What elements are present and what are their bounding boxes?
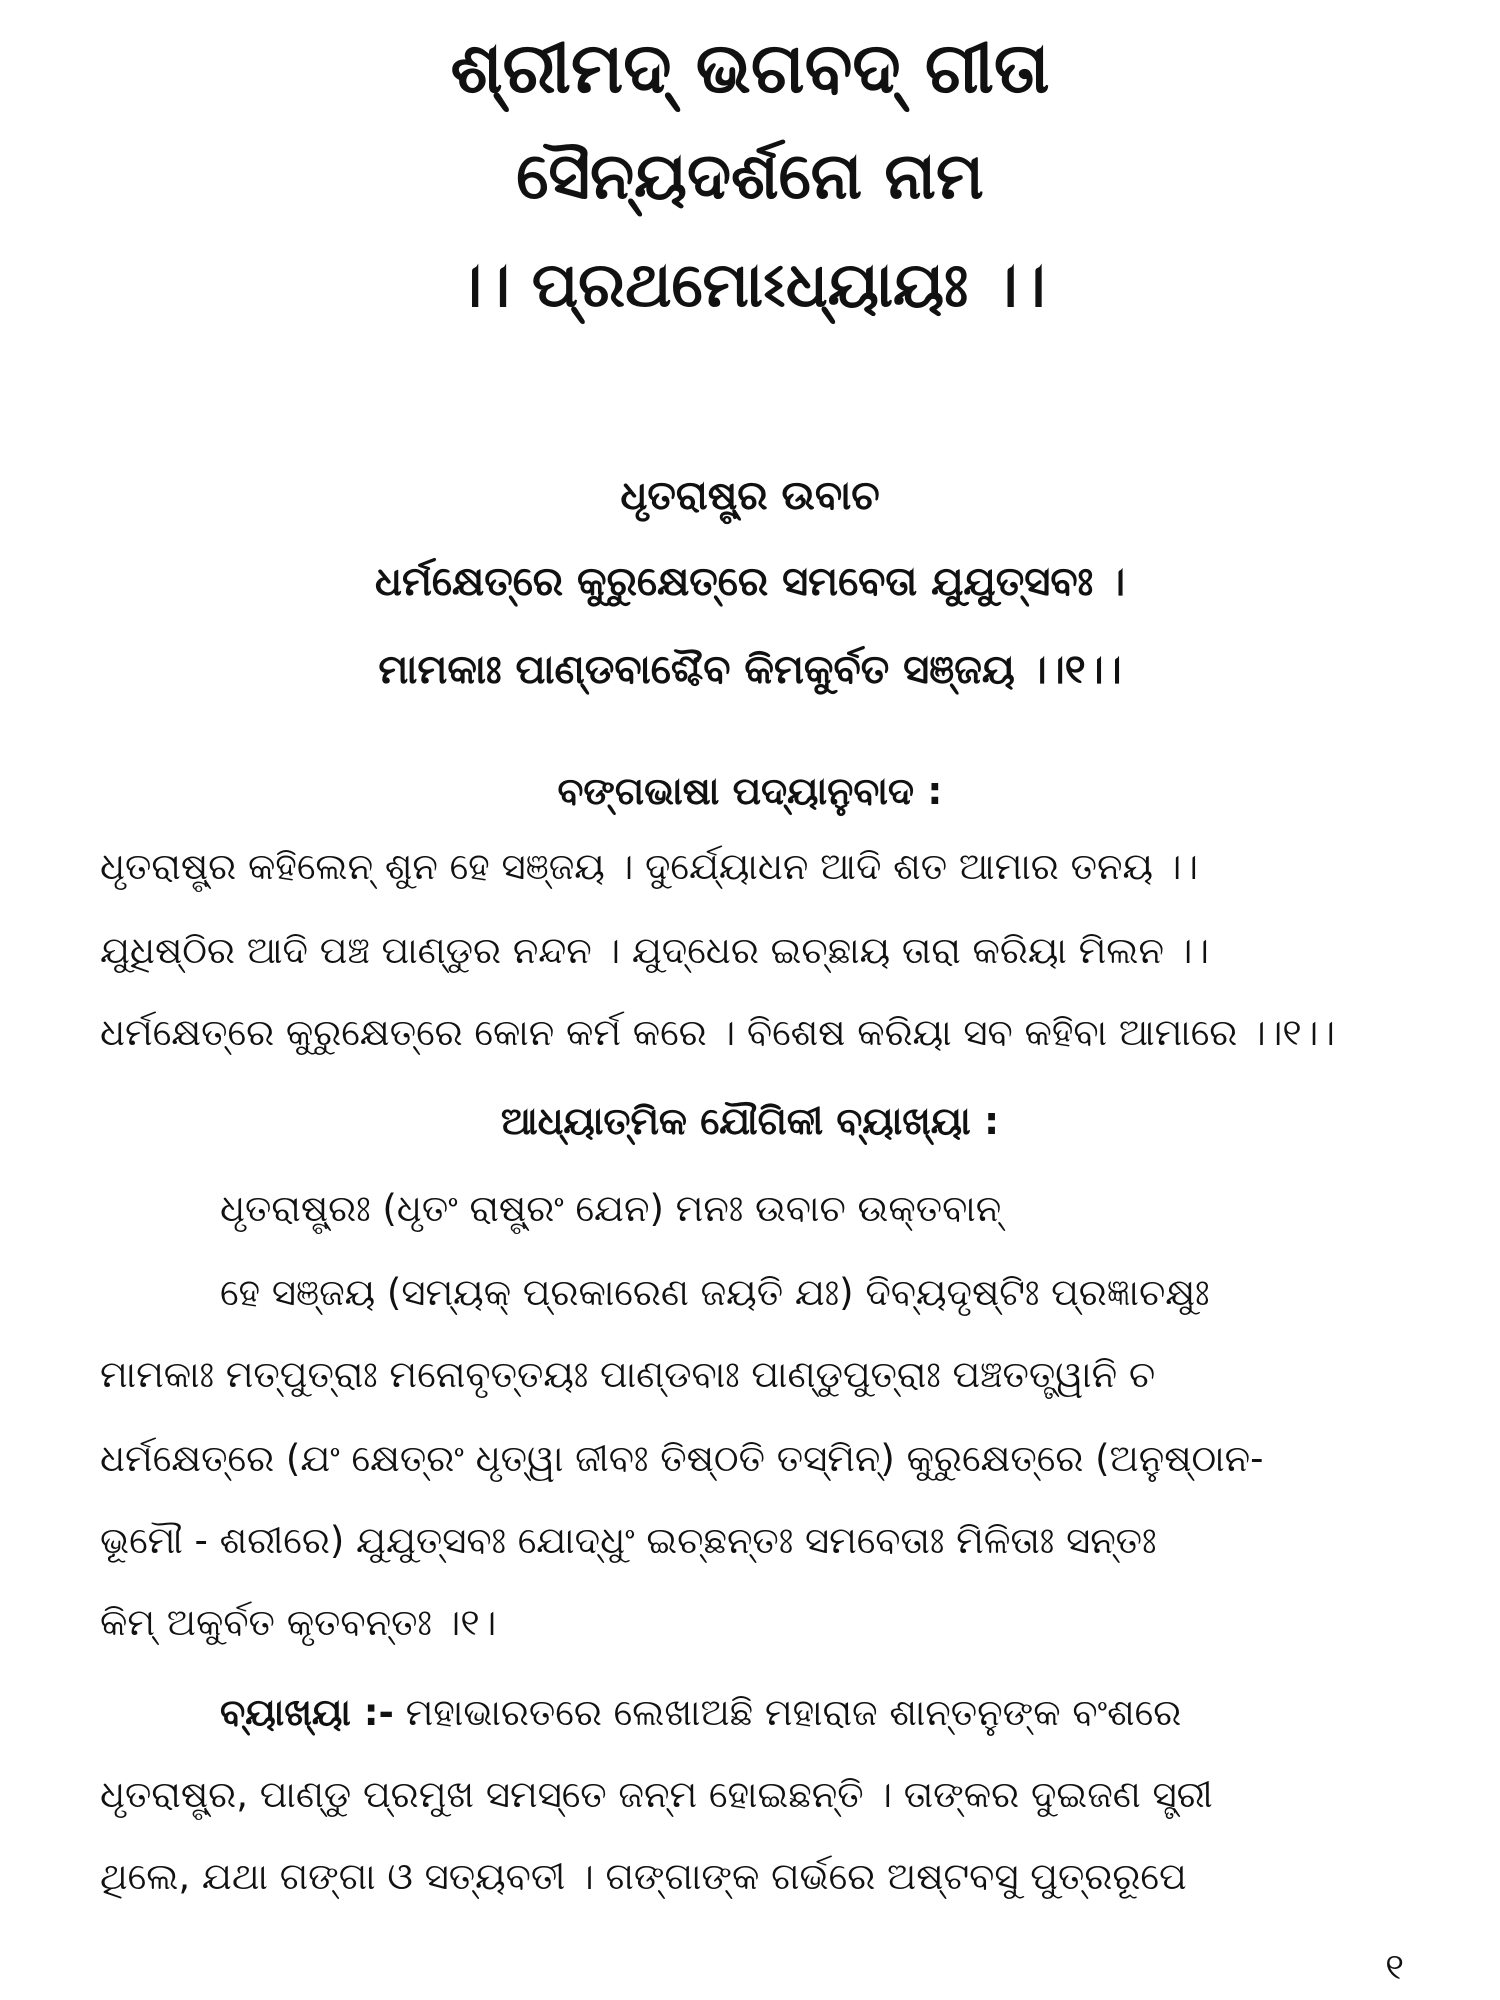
yogic-commentary-heading: ଆଧ୍ୟାତ୍ମିକ ଯୌଗିକୀ ବ୍ୟାଖ୍ୟା : xyxy=(500,1099,1000,1143)
yogic-commentary-line: ଭୂମୌ - ଶରୀରେ) ଯୁଯୁତ୍ସବଃ ଯୋଦ୍ଧୁଂ ଇଚ୍ଛନ୍ତଃ ସମବେତାଃ ମିଳିତାଃ ସନ୍ତଃ xyxy=(100,1519,1157,1562)
explanation-text: ମହାଭାରତରେ ଲେଖାଅଛି ମହାରାଜ ଶାନ୍ତନୁଙ୍କ ବଂଶରେ xyxy=(393,1691,1182,1734)
yogic-commentary-line: ଧୃତରାଷ୍ଟ୍ରଃ (ଧୃତଂ ରାଷ୍ଟ୍ରଂ ଯେନ) ମନଃ ଉବାଚ ଉକ୍ତବାନ୍ xyxy=(220,1187,1002,1230)
bengali-translation-heading: ବଙ୍ଗଭାଷା ପଦ୍ୟାନୁବାଦ : xyxy=(557,769,943,813)
yogic-commentary-line: କିମ୍ ଅକୁର୍ବତ କୃତବନ୍ତଃ ।୧। xyxy=(100,1601,497,1644)
page-number: ୧ xyxy=(1385,1947,1404,1988)
chapter-name: ସୈନ୍ୟଦର୍ଶନୋ ନାମ xyxy=(516,140,984,214)
bengali-translation-line: ଧର୍ମକ୍ଷେତ୍ରେ କୁରୁକ୍ଷେତ୍ରେ କୋନ କର୍ମ କରେ । ବିଶେଷ କରିୟା ସବ କହିବା ଆମାରେ ।।୧।। xyxy=(100,1011,1335,1054)
explanation-line xyxy=(220,1684,1500,1742)
book-title: ଶ୍ରୀମଦ୍ ଭଗବଦ୍ ଗୀତା xyxy=(450,27,1050,109)
verse-speaker: ଧୃତରାଷ୍ଟ୍ର ଉବାଚ xyxy=(620,473,880,519)
explanation-line: ଥିଲେ, ଯଥା ଗଙ୍ଗା ଓ ସତ୍ୟବତୀ । ଗଙ୍ଗାଙ୍କ ଗର୍ଭରେ ଅଷ୍ଟବସୁ ପୁତ୍ରରୂପେ xyxy=(100,1855,1187,1898)
explanation-label: ବ୍ୟାଖ୍ୟା :- xyxy=(220,1691,394,1734)
bengali-translation-line: ଧୃତରାଷ୍ଟ୍ର କହିଲେନ୍ ଶୁନ ହେ ସଞ୍ଜୟ । ଦୁର୍ଯ୍ୟୋଧନ ଆଦି ଶତ ଆମାର ତନୟ ।। xyxy=(100,845,1199,888)
yogic-commentary-line: ହେ ସଞ୍ଜୟ (ସମ୍ୟକ୍ ପ୍ରକାରେଣ ଜୟତି ଯଃ) ଦିବ୍ୟଦୃଷ୍ଟିଃ ପ୍ରଜ୍ଞାଚକ୍ଷୁଃ xyxy=(220,1271,1210,1314)
chapter-number: ।। ପ୍ରଥମୋଽଧ୍ୟାୟଃ ।। xyxy=(454,248,1046,321)
yogic-commentary-line: ଧର୍ମକ୍ଷେତ୍ରେ (ଯଂ କ୍ଷେତ୍ରଂ ଧୃତ୍ୱା ଜୀବଃ ତିଷ୍ଠତି ତସ୍ମିନ୍) କୁରୁକ୍ଷେତ୍ରେ (ଅନୁଷ୍ଠାନ- xyxy=(100,1437,1264,1480)
bengali-translation-line: ଯୁଧିଷ୍ଠିର ଆଦି ପଞ୍ଚ ପାଣ୍ଡୁର ନନ୍ଦନ । ଯୁଦ୍ଧେର ଇଚ୍ଛାୟ ତାରା କରିୟା ମିଲନ ।। xyxy=(100,929,1210,972)
explanation-line: ଧୃତରାଷ୍ଟ୍ର, ପାଣ୍ଡୁ ପ୍ରମୁଖ ସମସ୍ତେ ଜନ୍ମ ହୋଇଛନ୍ତି । ତାଙ୍କର ଦୁଇଜଣ ସ୍ତ୍ରୀ xyxy=(100,1773,1213,1816)
verse-line-2: ମାମକାଃ ପାଣ୍ଡବାଶ୍ଚୈବ କିମକୁର୍ବତ ସଞ୍ଜୟ ।।୧।। xyxy=(378,647,1122,693)
verse-line-1: ଧର୍ମକ୍ଷେତ୍ରେ କୁରୁକ୍ଷେତ୍ରେ ସମବେତା ଯୁଯୁତ୍ସବଃ । xyxy=(374,559,1126,605)
yogic-commentary-line: ମାମକାଃ ମତ୍‌ପୁତ୍ରାଃ ମନୋବୃତ୍ତୟଃ ପାଣ୍ଡବାଃ ପାଣ୍ଡୁପୁତ୍ରାଃ ପଞ୍ଚତତ୍ତ୍ୱାନି ଚ xyxy=(100,1353,1156,1396)
